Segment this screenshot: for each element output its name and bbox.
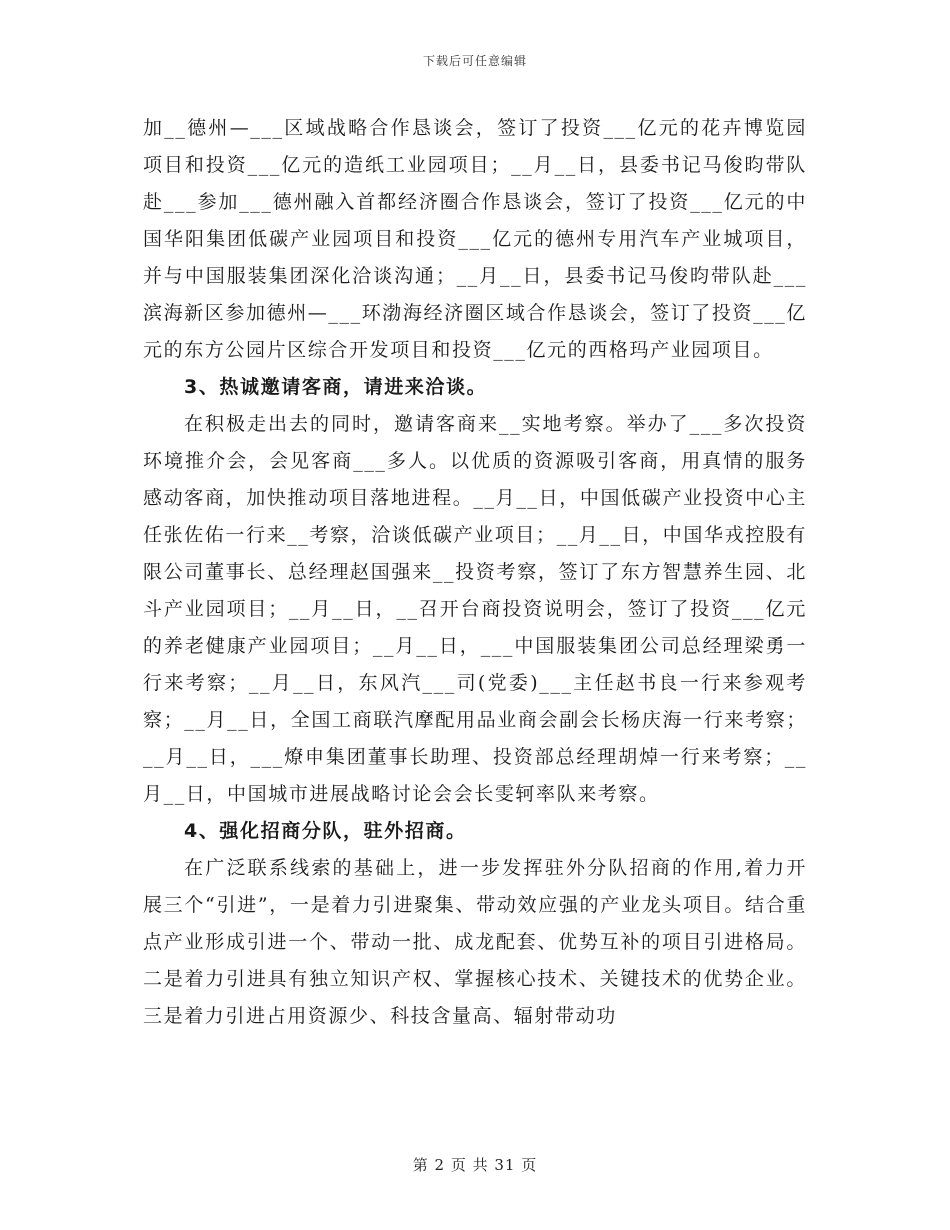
section-heading-4: 4、强化招商分队，驻外招商。: [184, 820, 467, 842]
document-body: [143, 110, 807, 1035]
paragraph-investment-teams: 在广泛联系线索的基础上，进一步发挥驻外分队招商的作用,着力开展三个“引进”，一是着力引进聚集、带动效应强的产业龙头项目。结合重点产业形成引进一个、带动一批、成龙配套、优势互补的项目引进格局。二是着力引进具有独立知识产权、掌握核心技术、关键技术的优势企业。三是着力引进占用资源少、科技含量高、辐射带动功: [143, 857, 807, 1027]
section-heading-3: 3、热诚邀请客商，请进来洽谈。: [184, 376, 488, 398]
page-footer: 第 2 页 共 31 页: [412, 1156, 538, 1174]
paragraph-continuation: 加__德州—___区域战略合作恳谈会，签订了投资___亿元的花卉博览园项目和投资___亿元的造纸工业园项目；__月__日，县委书记马俊昀带队赴___参加___德州融入首都经济圈合作恳谈会，签订了投资___亿元的中国华阳集团低碳产业园项目和投资___亿元的德州专用汽车产业城项目，并与中国服装集团深化洽谈沟通；__月__日，县委书记马俊昀带队赴___滨海新区参加德州—___环渤海经济圈区域合作恳谈会，签订了投资___亿元的东方公园片区综合开发项目和投资___亿元的西格玛产业园项目。: [143, 117, 808, 361]
page-header: 下载后可任意编辑: [422, 54, 527, 68]
paragraph-invite-merchants: 在积极走出去的同时，邀请客商来__实地考察。举办了___多次投资环境推介会，会见客商___多人。以优质的资源吸引客商，用真情的服务感动客商，加快推动项目落地进程。__月__日，中国低碳产业投资中心主任张佐佑一行来__考察，洽谈低碳产业项目；__月__日，中国华戎控股有限公司董事长、总经理赵国强来__投资考察，签订了东方智慧养生园、北斗产业园项目；__月__日，__召开台商投资说明会，签订了投资___亿元的养老健康产业园项目；__月__日，___中国服装集团公司总经理梁勇一行来考察；__月__日，东风汽___司(党委)___主任赵书良一行来参观考察；__月__日，全国工商联汽摩配用品业商会副会长杨庆海一行来考察；__月__日，___燎申集团董事长助理、投资部总经理胡焯一行来考察；__月__日，中国城市进展战略讨论会会长雯轲率队来考察。: [143, 413, 808, 805]
